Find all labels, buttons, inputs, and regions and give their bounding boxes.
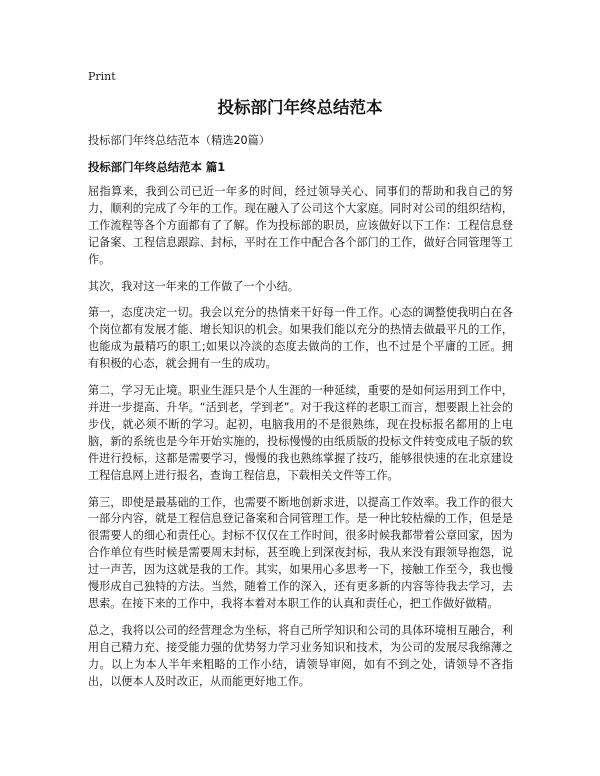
paragraph-4: 第二，学习无止境。职业生涯只是个人生涯的一种延续，重要的是如何运用到工作中，并进一步提高、升华。“活到老，学到老”。对于我这样的老职工而言，想要跟上社会的步伐，就必须不断的学习。起初，电脑我用的不是很熟练，现在投标报名都用的上电脑，新的系统也是今年开始实施的，投标慢慢的由纸质版的投标文件转变成电子版的软件进行投标，这都是需要学习，慢慢的我也熟练掌握了技巧，能够很快速的在北京建设工程信息网上进行报名，查询工程信息，下载相关文件等工作。 <box>88 384 513 482</box>
paragraph-1: 屈指算来，我到公司已近一年多的时间，经过领导关心、同事们的帮助和我自己的努力，顺利的完成了今年的工作。现在融入了公司这个大家庭。同时对公司的组织结构，工作流程等各个方面都有了了解。作为投标部的职员，应该做好以下工作：工程信息登记备案、工程信息跟踪、封标，平时在工作中配合各个部门的工作，做好合同管理等工作。 <box>88 185 513 266</box>
paragraph-2: 其次，我对这一年来的工作做了一个小结。 <box>88 279 299 293</box>
page-title: 投标部门年终总结范本 <box>217 98 383 117</box>
document-subtitle: 投标部门年终总结范本（精选20篇） <box>88 134 271 147</box>
paragraph-3: 第一，态度决定一切。我会以充分的热情来干好每一件工作。心态的调整使我明白在各个岗位都有发展才能、增长知识的机会。如果我们能以充分的热情去做最平凡的工作，也能成为最精巧的职工;如果以冷淡的态度去做尚的工作，也不过是个平庸的工匠。拥有积极的心态，就会拥有一生的成功。 <box>88 306 513 371</box>
print-link[interactable]: Print <box>88 70 116 83</box>
paragraph-6: 总之，我将以公司的经营理念为坐标，将自己所学知识和公司的具体环境相互融合，利用自己精力充、接受能力强的优势努力学习业务知识和技术，为公司的发展尽我绵薄之力。以上为本人半年来粗略的工作小结，请领导审阅，如有不到之处，请领导不吝指出，以便本人及时改正，从而能更好地工作。 <box>88 623 513 688</box>
paragraph-5: 第三，即使是最基础的工作，也需要不断地创新求进，以提高工作效率。我工作的很大一部分内容，就是工程信息登记备案和合同管理工作。是一种比较枯燥的工作，但是是很需要人的细心和责任心。封标不仅仅在工作时间，很多时候我都带着公章回家，因为合作单位有些时候是需要周末封标，甚至晚上到深夜封标，我从来没有跟领导抱怨，说过一声苦，因为这就是我的工作。其实，如果用心多思考一下，接触工作至今，我也慢慢形成自己独特的方法。当然，随着工作的深入，还有更多新的内容等待我去学习，去思索。在接下来的工作中，我将本着对本职工作的认真和责任心，把工作做好做精。 <box>88 495 513 610</box>
article-body <box>88 184 513 700</box>
section-heading: 投标部门年终总结范本 篇1 <box>88 160 226 174</box>
